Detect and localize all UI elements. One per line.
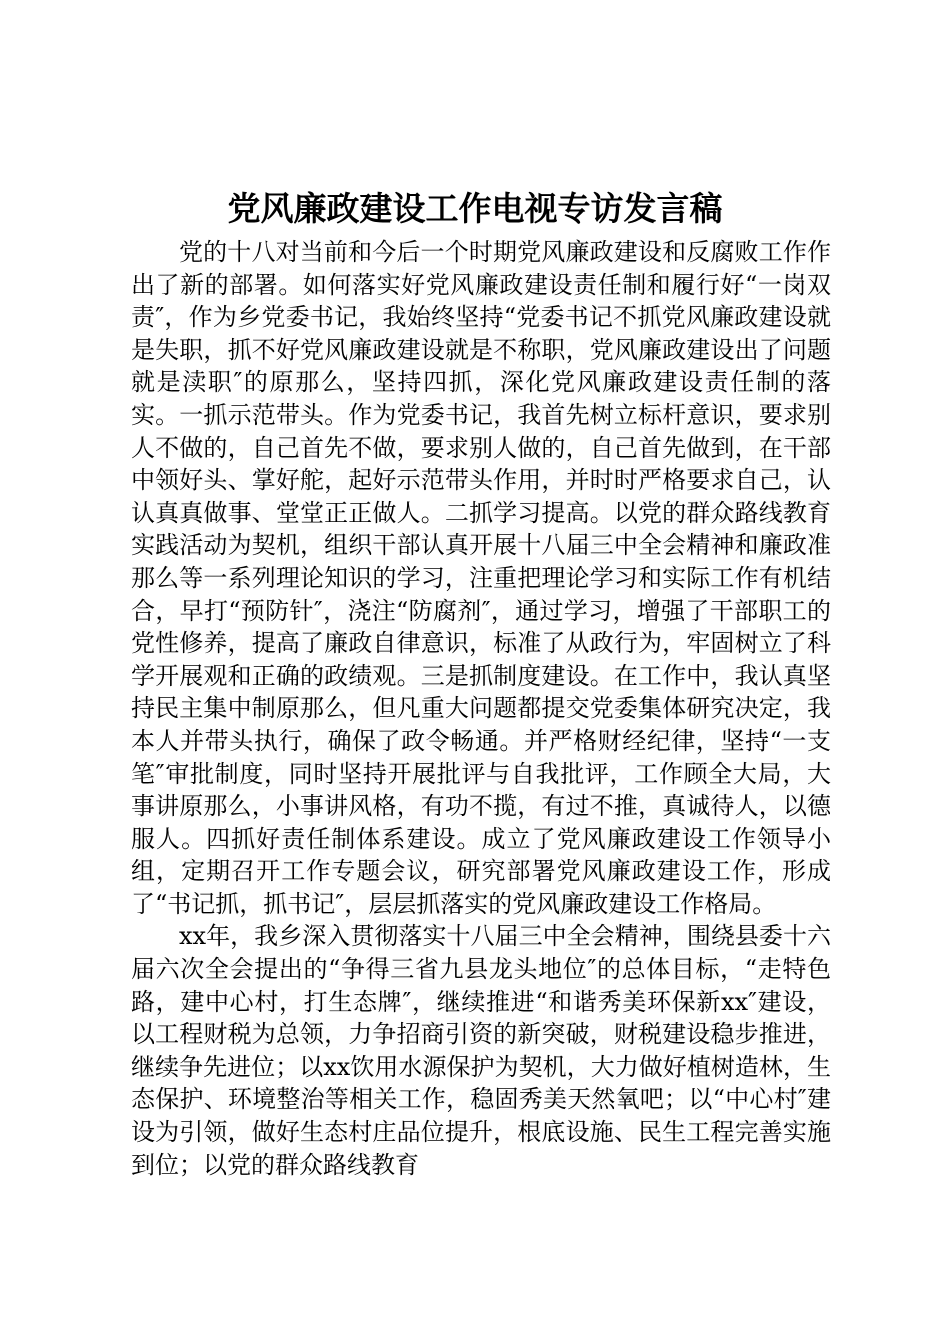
page-title: 党风廉政建设工作电视专访发言稿 [227, 189, 723, 228]
paragraph: 党的十八对当前和今后一个时期党风廉政建设和反腐败工作作出了新的部署。如何落实好党风廉政建设责任制和履行好“一岗双责″，作为乡党委书记，我始终坚持“党委书记不抓党风廉政建设就是失职，抓不好党风廉政建设就是不称职，党风廉政建设出了问题就是渎职″的原那么，坚持四抓，深化党风廉政建设责任制的落实。一抓示范带头。作为党委书记，我首先树立标杆意识，要求别人不做的，自己首先不做，要求别人做的，自己首先做到，在干部中领好头、掌好舵，起好示范带头作用，并时时严格要求自己，认认真真做事、堂堂正正做人。二抓学习提高。以党的群众路线教育实践活动为契机，组织干部认真开展十八届三中全会精神和廉政准那么等一系列理论知识的学习，注重把理论学习和实际工作有机结合，早打“预防针″，浇注“防腐剂″，通过学习，增强了干部职工的党性修养，提高了廉政自律意识，标准了从政行为，牢固树立了科学开展观和正确的政绩观。三是抓制度建设。在工作中，我认真坚持民主集中制原那么，但凡重大问题都提交党委集体研究决定，我本人并带头执行，确保了政令畅通。并严格财经纪律，坚持“一支笔″审批制度，同时坚持开展批评与自我批评，工作顾全大局，大事讲原那么，小事讲风格，有功不揽，有过不推，真诚待人，以德服人。四抓好责任制体系建设。成立了党风廉政建设工作领导小组，定期召开工作专题会议，研究部署党风廉政建设工作，形成了“书记抓，抓书记″，层层抓落实的党风廉政建设工作格局。 [131, 238, 831, 918]
paragraph: xx年，我乡深入贯彻落实十八届三中全会精神，围绕县委十六届六次全会提出的“争得三省九县龙头地位″的总体目标，“走特色路，建中心村，打生态牌″，继续推进“和谐秀美环保新xx″建设，以工程财税为总领，力争招商引资的新突破，财税建设稳步推进，继续争先进位；以xx饮用水源保护为契机，大力做好植树造林，生态保护、环境整治等相关工作，稳固秀美天然氧吧；以“中心村″建设为引领，做好生态村庄品位提升，根底设施、民生工程完善实施到位；以党的群众路线教育 [131, 922, 831, 1179]
document-body [131, 236, 831, 1181]
